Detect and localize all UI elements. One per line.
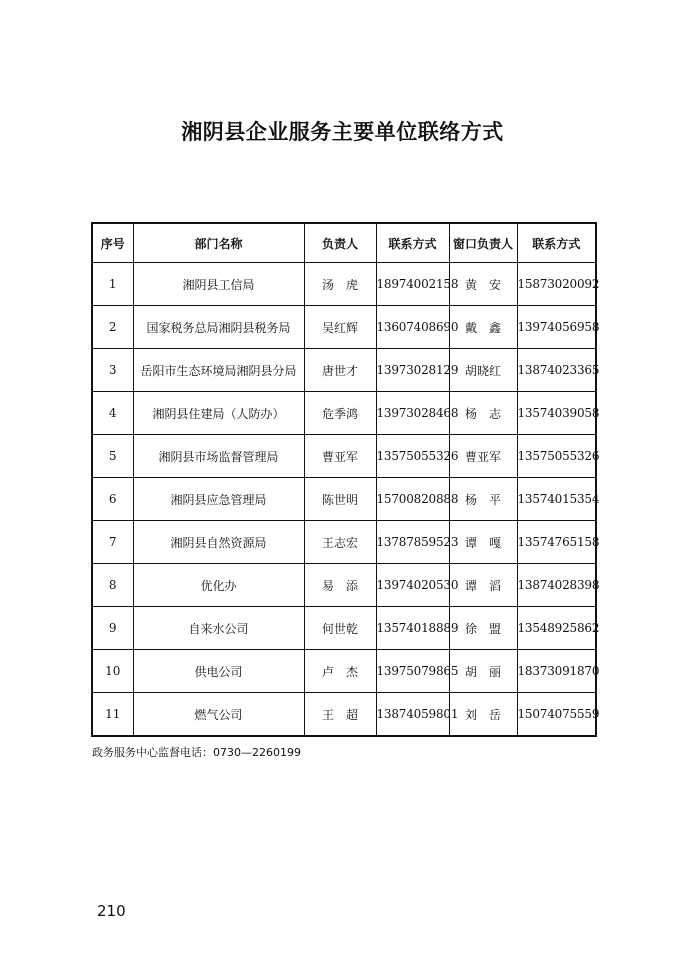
- cell-window-leader: 谭 嘎: [449, 521, 517, 564]
- cell-leader-phone: 13974020530: [376, 564, 449, 607]
- cell-window-leader: 谭 滔: [449, 564, 517, 607]
- cell-department: 供电公司: [133, 650, 304, 693]
- cell-index: 8: [92, 564, 133, 607]
- cell-index: 5: [92, 435, 133, 478]
- cell-index: 2: [92, 306, 133, 349]
- cell-leader-phone: 13607408690: [376, 306, 449, 349]
- cell-window-phone: 13574015354: [517, 478, 596, 521]
- cell-index: 3: [92, 349, 133, 392]
- cell-window-phone: 13548925862: [517, 607, 596, 650]
- cell-window-phone: 13974056958: [517, 306, 596, 349]
- table-header-row: [92, 223, 596, 263]
- table-row: [92, 564, 596, 607]
- page-number: 210: [97, 902, 126, 920]
- contacts-table: [91, 222, 600, 737]
- cell-leader-phone: 13975079865: [376, 650, 449, 693]
- header-window-leader: 窗口负责人: [449, 223, 517, 263]
- cell-window-phone: 15074075559: [517, 693, 596, 737]
- cell-leader: 曹亚军: [304, 435, 376, 478]
- cell-department: 自来水公司: [133, 607, 304, 650]
- cell-window-phone: 13574039058: [517, 392, 596, 435]
- cell-index: 10: [92, 650, 133, 693]
- cell-leader-phone: 13874059801: [376, 693, 449, 737]
- cell-index: 11: [92, 693, 133, 737]
- cell-window-phone: 13574765158: [517, 521, 596, 564]
- table-row: [92, 392, 596, 435]
- table-row: [92, 607, 596, 650]
- cell-department: 燃气公司: [133, 693, 304, 737]
- cell-leader: 陈世明: [304, 478, 376, 521]
- cell-window-leader: 刘 岳: [449, 693, 517, 737]
- cell-leader-phone: 13574018889: [376, 607, 449, 650]
- cell-department: 湘阴县住建局（人防办）: [133, 392, 304, 435]
- table-body: [92, 263, 600, 737]
- table-row: [92, 349, 596, 392]
- cell-index: 7: [92, 521, 133, 564]
- header-leader-phone: 联系方式: [376, 223, 449, 263]
- cell-department: 湘阴县工信局: [133, 263, 304, 306]
- cell-index: 4: [92, 392, 133, 435]
- table-row: [92, 263, 596, 306]
- cell-leader-phone: 13973028468: [376, 392, 449, 435]
- cell-index: 6: [92, 478, 133, 521]
- cell-window-phone: 13874028398: [517, 564, 596, 607]
- cell-index: 1: [92, 263, 133, 306]
- cell-leader: 危季鸿: [304, 392, 376, 435]
- cell-window-leader: 杨 志: [449, 392, 517, 435]
- cell-leader: 王志宏: [304, 521, 376, 564]
- cell-window-leader: 杨 平: [449, 478, 517, 521]
- cell-leader-phone: 13787859523: [376, 521, 449, 564]
- table-row: [92, 521, 596, 564]
- table-row: [92, 693, 596, 737]
- supervision-phone-note: 政务服务中心监督电话：0730—2260199: [92, 746, 301, 759]
- table-row: [92, 478, 596, 521]
- cell-leader: 何世乾: [304, 607, 376, 650]
- cell-window-leader: 胡晓红: [449, 349, 517, 392]
- table-row: [92, 650, 596, 693]
- header-index: 序号: [92, 223, 133, 263]
- cell-window-phone: 13874023365: [517, 349, 596, 392]
- cell-window-leader: 黄 安: [449, 263, 517, 306]
- header-window-phone: 联系方式: [517, 223, 596, 263]
- table-row: [92, 435, 596, 478]
- cell-window-phone: 13575055326: [517, 435, 596, 478]
- page-title: 湘阴县企业服务主要单位联络方式: [181, 120, 504, 144]
- cell-window-leader: 徐 盟: [449, 607, 517, 650]
- cell-leader: 易 添: [304, 564, 376, 607]
- cell-window-leader: 胡 丽: [449, 650, 517, 693]
- cell-leader: 汤 虎: [304, 263, 376, 306]
- cell-department: 湘阴县市场监督管理局: [133, 435, 304, 478]
- cell-leader-phone: 13973028129: [376, 349, 449, 392]
- cell-leader: 卢 杰: [304, 650, 376, 693]
- table-row: [92, 306, 596, 349]
- cell-leader: 唐世才: [304, 349, 376, 392]
- cell-leader: 吴红辉: [304, 306, 376, 349]
- cell-leader: 王 超: [304, 693, 376, 737]
- cell-department: 岳阳市生态环境局湘阴县分局: [133, 349, 304, 392]
- cell-window-leader: 曹亚军: [449, 435, 517, 478]
- cell-leader-phone: 15700820888: [376, 478, 449, 521]
- cell-window-phone: 18373091870: [517, 650, 596, 693]
- cell-window-phone: 15873020092: [517, 263, 596, 306]
- cell-department: 优化办: [133, 564, 304, 607]
- cell-index: 9: [92, 607, 133, 650]
- cell-leader-phone: 18974002158: [376, 263, 449, 306]
- cell-department: 湘阴县应急管理局: [133, 478, 304, 521]
- cell-department: 国家税务总局湘阴县税务局: [133, 306, 304, 349]
- cell-leader-phone: 13575055326: [376, 435, 449, 478]
- cell-window-leader: 戴 鑫: [449, 306, 517, 349]
- cell-department: 湘阴县自然资源局: [133, 521, 304, 564]
- header-department: 部门名称: [133, 223, 304, 263]
- header-leader: 负责人: [304, 223, 376, 263]
